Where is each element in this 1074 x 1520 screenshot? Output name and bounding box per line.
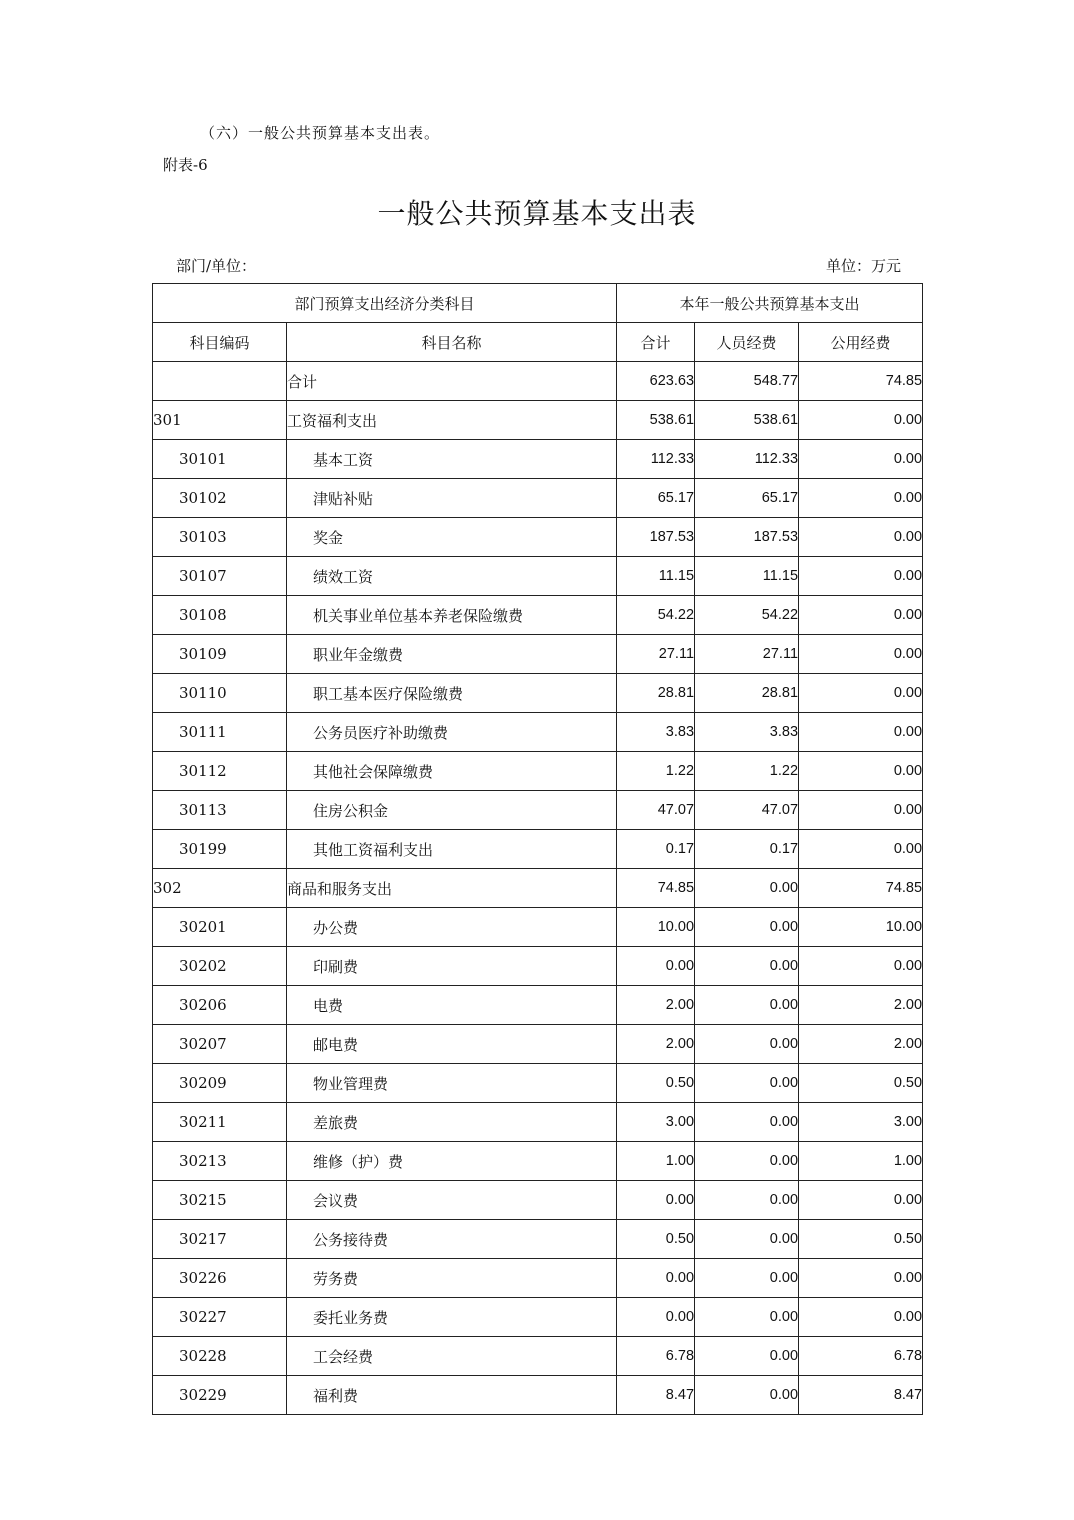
total-cell: 65.17 [617,479,695,518]
table-row [153,1064,923,1103]
name-cell: 津贴补贴 [287,479,617,518]
public-cell: 10.00 [799,908,923,947]
total-column-header: 合计 [617,323,695,362]
table-row [153,908,923,947]
name-cell: 劳务费 [287,1259,617,1298]
personnel-cell: 187.53 [695,518,799,557]
name-cell: 商品和服务支出 [287,869,617,908]
table-row [153,713,923,752]
total-cell: 0.17 [617,830,695,869]
name-cell: 职工基本医疗保险缴费 [287,674,617,713]
table-row [153,1220,923,1259]
public-cell: 0.00 [799,557,923,596]
public-cell: 0.00 [799,479,923,518]
name-cell: 会议费 [287,1181,617,1220]
table-row [153,1298,923,1337]
public-cell: 0.00 [799,1298,923,1337]
code-cell: 30217 [153,1220,287,1259]
public-cell: 0.50 [799,1064,923,1103]
code-cell: 30202 [153,947,287,986]
name-cell: 办公费 [287,908,617,947]
name-cell: 公务员医疗补助缴费 [287,713,617,752]
table-row [153,1025,923,1064]
personnel-cell: 0.00 [695,1103,799,1142]
classification-header: 部门预算支出经济分类科目 [153,284,617,323]
name-cell: 物业管理费 [287,1064,617,1103]
table-row [153,635,923,674]
code-cell: 30113 [153,791,287,830]
total-cell: 1.00 [617,1142,695,1181]
group-header-row [153,284,923,323]
public-cell: 6.78 [799,1337,923,1376]
personnel-cell: 0.00 [695,1181,799,1220]
public-cell: 0.00 [799,1259,923,1298]
personnel-cell: 538.61 [695,401,799,440]
public-cell: 3.00 [799,1103,923,1142]
table-row [153,557,923,596]
personnel-cell: 3.83 [695,713,799,752]
total-cell: 1.22 [617,752,695,791]
total-cell: 3.83 [617,713,695,752]
code-cell: 30109 [153,635,287,674]
table-row [153,1376,923,1415]
code-cell: 30207 [153,1025,287,1064]
personnel-cell: 0.00 [695,1376,799,1415]
name-cell: 基本工资 [287,440,617,479]
code-cell: 30101 [153,440,287,479]
table-row [153,830,923,869]
public-cell: 74.85 [799,869,923,908]
personnel-cell: 0.00 [695,869,799,908]
total-cell: 187.53 [617,518,695,557]
total-cell: 2.00 [617,986,695,1025]
public-cell: 0.00 [799,713,923,752]
personnel-cell: 11.15 [695,557,799,596]
table-row [153,986,923,1025]
name-cell: 委托业务费 [287,1298,617,1337]
code-cell: 30102 [153,479,287,518]
public-cell: 0.00 [799,401,923,440]
code-cell [153,362,287,401]
personnel-cell: 0.00 [695,986,799,1025]
name-cell: 合计 [287,362,617,401]
column-header-row [153,323,923,362]
section-heading: （六）一般公共预算基本支出表。 [200,124,441,142]
document-title: 一般公共预算基本支出表 [377,197,697,230]
personnel-cell: 0.00 [695,1298,799,1337]
name-cell: 差旅费 [287,1103,617,1142]
table-row [153,1259,923,1298]
code-cell: 30110 [153,674,287,713]
table-row [153,401,923,440]
code-cell: 30226 [153,1259,287,1298]
name-cell: 公务接待费 [287,1220,617,1259]
code-cell: 30107 [153,557,287,596]
table-row [153,596,923,635]
code-cell: 302 [153,869,287,908]
personnel-cell: 54.22 [695,596,799,635]
budget-table [152,283,923,1415]
name-cell: 机关事业单位基本养老保险缴费 [287,596,617,635]
personnel-cell: 0.00 [695,1220,799,1259]
personnel-cell: 65.17 [695,479,799,518]
public-cell: 0.00 [799,752,923,791]
public-cell: 0.00 [799,440,923,479]
code-cell: 30209 [153,1064,287,1103]
total-cell: 2.00 [617,1025,695,1064]
name-cell: 邮电费 [287,1025,617,1064]
personnel-cell: 0.17 [695,830,799,869]
public-cell: 0.00 [799,947,923,986]
total-cell: 0.00 [617,1298,695,1337]
code-cell: 30108 [153,596,287,635]
total-cell: 27.11 [617,635,695,674]
code-cell: 30228 [153,1337,287,1376]
total-cell: 54.22 [617,596,695,635]
public-cell: 2.00 [799,986,923,1025]
name-column-header: 科目名称 [287,323,617,362]
personnel-cell: 112.33 [695,440,799,479]
table-row [153,752,923,791]
code-cell: 30227 [153,1298,287,1337]
public-cell: 0.00 [799,674,923,713]
appendix-label: 附表-6 [163,156,208,174]
personnel-cell: 1.22 [695,752,799,791]
code-cell: 30199 [153,830,287,869]
personnel-cell: 27.11 [695,635,799,674]
table-row [153,1181,923,1220]
total-cell: 623.63 [617,362,695,401]
name-cell: 工会经费 [287,1337,617,1376]
personnel-cell: 548.77 [695,362,799,401]
table-body [153,362,923,1415]
table-row [153,674,923,713]
name-cell: 维修（护）费 [287,1142,617,1181]
public-cell: 0.50 [799,1220,923,1259]
table-row [153,1103,923,1142]
total-cell: 10.00 [617,908,695,947]
table-row [153,518,923,557]
personnel-column-header: 人员经费 [695,323,799,362]
public-cell: 0.00 [799,518,923,557]
total-cell: 28.81 [617,674,695,713]
public-cell: 2.00 [799,1025,923,1064]
code-cell: 30206 [153,986,287,1025]
public-cell: 0.00 [799,830,923,869]
personnel-cell: 0.00 [695,947,799,986]
total-cell: 0.00 [617,947,695,986]
unit-label: 单位：万元 [825,257,901,275]
public-cell: 74.85 [799,362,923,401]
total-cell: 8.47 [617,1376,695,1415]
department-label: 部门/单位： [176,257,257,275]
total-cell: 0.50 [617,1064,695,1103]
name-cell: 绩效工资 [287,557,617,596]
total-cell: 3.00 [617,1103,695,1142]
total-cell: 74.85 [617,869,695,908]
personnel-cell: 28.81 [695,674,799,713]
total-cell: 11.15 [617,557,695,596]
table-row [153,1337,923,1376]
table-row [153,947,923,986]
total-cell: 0.00 [617,1259,695,1298]
current-year-header: 本年一般公共预算基本支出 [617,284,923,323]
personnel-cell: 0.00 [695,1064,799,1103]
code-cell: 30213 [153,1142,287,1181]
total-cell: 47.07 [617,791,695,830]
public-cell: 0.00 [799,1181,923,1220]
personnel-cell: 0.00 [695,1025,799,1064]
table-row [153,791,923,830]
table-row [153,440,923,479]
public-cell: 0.00 [799,635,923,674]
table-row [153,479,923,518]
table-row [153,869,923,908]
code-cell: 30112 [153,752,287,791]
public-cell: 0.00 [799,596,923,635]
table-row [153,362,923,401]
name-cell: 电费 [287,986,617,1025]
name-cell: 住房公积金 [287,791,617,830]
code-cell: 30229 [153,1376,287,1415]
name-cell: 福利费 [287,1376,617,1415]
name-cell: 工资福利支出 [287,401,617,440]
name-cell: 其他工资福利支出 [287,830,617,869]
public-column-header: 公用经费 [799,323,923,362]
code-cell: 30201 [153,908,287,947]
total-cell: 538.61 [617,401,695,440]
code-cell: 30215 [153,1181,287,1220]
name-cell: 印刷费 [287,947,617,986]
personnel-cell: 0.00 [695,1337,799,1376]
public-cell: 1.00 [799,1142,923,1181]
code-cell: 301 [153,401,287,440]
name-cell: 职业年金缴费 [287,635,617,674]
personnel-cell: 0.00 [695,908,799,947]
code-cell: 30111 [153,713,287,752]
total-cell: 6.78 [617,1337,695,1376]
personnel-cell: 0.00 [695,1142,799,1181]
name-cell: 其他社会保障缴费 [287,752,617,791]
personnel-cell: 0.00 [695,1259,799,1298]
code-cell: 30211 [153,1103,287,1142]
total-cell: 112.33 [617,440,695,479]
table-row [153,1142,923,1181]
name-cell: 奖金 [287,518,617,557]
public-cell: 0.00 [799,791,923,830]
total-cell: 0.50 [617,1220,695,1259]
code-column-header: 科目编码 [153,323,287,362]
code-cell: 30103 [153,518,287,557]
public-cell: 8.47 [799,1376,923,1415]
total-cell: 0.00 [617,1181,695,1220]
personnel-cell: 47.07 [695,791,799,830]
